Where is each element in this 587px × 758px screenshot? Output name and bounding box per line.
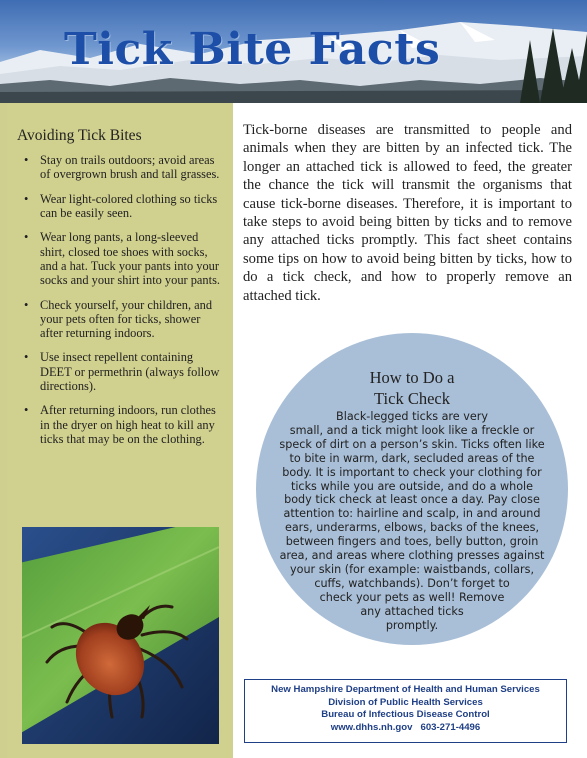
tick-check-line: body. It is important to check your clothing for [282,465,542,479]
sidebar-heading: Avoiding Tick Bites [17,127,142,144]
tip-text: Use insect repellent containing DEET or permethrin (always follow directions). [40,350,220,393]
bullet: • [24,191,29,206]
tick-check-line: Black-legged ticks are very [336,410,488,423]
tip-text: After returning indoors, run clothes in the dryer on high heat to kill any ticks that may be on the clothing. [40,403,216,446]
intro-paragraph: Tick-borne diseases are transmitted to people and animals when they are bitten by an infected tick. The longer an attached tick is allowed to feed, the greater the chance the tick will transmit the organisms that cause tick-borne diseases. Therefore, it is important to take steps to avoid being bitten by ticks and to remove any attached ticks promptly. This fact sheet contains some tips on how to avoid being bitten by ticks, how to do a tick check, and how to properly remove an attached tick. [243,122,572,304]
tick-check-title [256,367,568,409]
list-item [20,298,220,341]
tick-check-line: attention to: hairline and scalp, in and around [283,507,541,521]
list-item [20,192,220,220]
tick-on-leaf-image [22,527,219,744]
tick-check-line: speck of dirt on a person’s skin. Ticks often like [279,437,545,451]
tip-text: Wear long pants, a long-sleeved shirt, closed toe shoes with socks, and a hat. Tuck your pants into your socks and your shirt into your pants. [40,230,220,288]
bullet: • [24,230,29,245]
tip-text: Wear light-colored clothing so ticks can be easily seen. [40,191,218,220]
bullet: • [24,403,29,418]
tick-check-line: small, and a tick might look like a freckle or [289,423,535,437]
page-title: Tick Bite Facts [64,24,441,75]
list-item [20,153,220,181]
phone-number: 603-271-4496 [420,722,481,734]
tick-check-line: to bite in warm, dark, secluded areas of the [289,451,535,465]
list-item [20,350,220,393]
tick-check-line: area, and areas where clothing presses against [279,549,545,563]
contact-org: New Hampshire Department of Health and Human Services [271,684,540,695]
tick-photo [22,527,219,744]
tick-check-title-line: How to Do a [369,368,455,387]
tips-list [20,153,220,456]
contact-line [245,722,566,735]
bullet: • [24,297,29,312]
tick-check-line: between fingers and toes, belly button, groin [285,535,539,549]
tick-check-line: check your pets as well! Remove [319,590,505,604]
tick-check-text [272,410,552,633]
tick-check-line: body tick check at least once a day. Pay close [284,493,540,507]
tick-check-line: ears, underarms, elbows, backs of the knees, [284,521,540,535]
tick-check-line: promptly. [385,618,439,632]
bullet: • [24,153,29,167]
tick-check-title-line: Tick Check [374,389,450,408]
bullet: • [24,350,29,365]
tick-check-line: any attached ticks [360,604,464,618]
tick-check-line: cuffs, watchbands). Don’t forget to [314,576,510,590]
tick-check-line: ticks while you are outside, and do a whole [290,479,534,493]
header-banner [0,0,587,103]
tip-text: Check yourself, your children, and your pets often for ticks, shower after returning indoors. [40,297,213,340]
tick-check-line: your skin (for example: waistbands, collars, [289,562,535,576]
website-link[interactable]: www.dhhs.nh.gov [330,722,413,734]
tip-text: Stay on trails outdoors; avoid areas of overgrown brush and tall grasses. [40,153,220,182]
contact-bureau: Bureau of Infectious Disease Control [321,709,490,721]
contact-box [244,679,567,743]
contact-division: Division of Public Health Services [328,696,483,708]
list-item [20,230,220,287]
list-item [20,403,220,446]
